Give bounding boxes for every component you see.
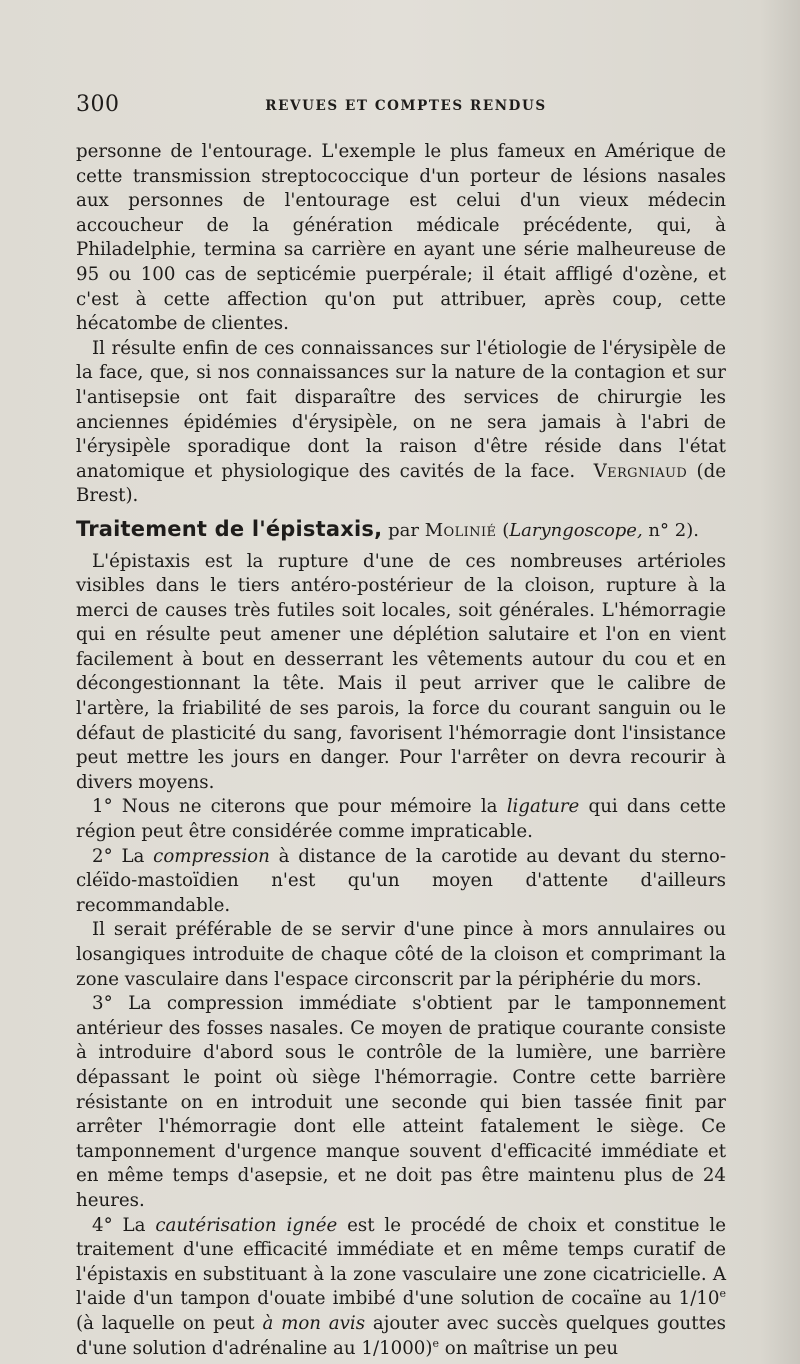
- page-body: [76, 140, 726, 1361]
- author-name: Vergniaud: [593, 460, 688, 482]
- list-item-text: 2° La: [92, 845, 145, 867]
- paragraph-pince: Il serait préférable de se servir d'une pince à mors annulaires ou losangiques introduite de chaque côté de la cloison et comprimant la zone vasculaire dans l'espace circonscrit par la périphérie du mors.: [76, 919, 726, 990]
- page-number: 300: [76, 92, 120, 117]
- article-heading: [76, 517, 726, 544]
- list-item-text: 1° Nous ne citerons que pour mémoire la: [92, 796, 498, 818]
- article-author: Molinié: [424, 519, 497, 541]
- list-item-text: on maîtrise un peu: [444, 1337, 619, 1359]
- journal-issue: n° 2).: [648, 519, 699, 541]
- list-item-text: 4° La: [92, 1214, 146, 1236]
- list-item-cauterisation: [76, 1214, 726, 1362]
- emphasis-term: cautérisation ignée: [155, 1214, 338, 1236]
- list-item-tamponnement: 3° La compression immédiate s'obtient par le tamponnement antérieur des fosses nasales. Ce moyen de pratique courante consiste à introduire d'abord sous le contrôle de la lumière, une barrière dépassant le point où siège l'hémorragie. Contre cette barrière résistante on en introduit une seconde qui bien tassée finit par arrêter l'hémorragie dont elle atteint fatalement le siège. Ce tamponnement d'urgence manque souvent d'efficacité immédiate et en même temps d'asepsie, et ne doit pas être maintenu plus de 24 heures.: [76, 993, 726, 1211]
- running-head: REVUES ET COMPTES RENDUS: [265, 98, 547, 114]
- list-item-text: (à laquelle on peut: [76, 1312, 255, 1334]
- article-by: par: [388, 519, 419, 541]
- paragraph-definition: L'épistaxis est la rupture d'une de ces nombreuses artérioles visibles dans le tiers antéro-postérieur de la cloison, rupture à la merci de causes très futiles soit locales, soit générales. L'hémorragie qui en résulte peut amener une déplétion salutaire et l'on en vient facilement à bout en desserrant les vêtements autour du cou et en décongestionnant la tête. Mais il peut arriver que le calibre de l'artère, la friabilité de ses parois, la force du courant sanguin ou le défaut de plasticité du sang, favorisent l'hémorragie dont l'insistance peut mettre les jours en danger. Pour l'arrêter on devra recourir à divers moyens.: [76, 550, 726, 793]
- list-item-text: qui dans cette région peut être considérée comme impraticable.: [76, 796, 726, 843]
- article-title: Traitement de l'épistaxis,: [76, 516, 383, 541]
- list-item-text: ajouter avec succès quelques gouttes d'une solution d'adrénaline au 1/1000): [76, 1312, 726, 1359]
- page-header: [76, 92, 726, 122]
- author-place: (de Brest).: [76, 460, 726, 507]
- list-item-ligature: [76, 795, 726, 844]
- paragraph-conclusion: [76, 337, 726, 509]
- emphasis-term: ligature: [506, 796, 580, 818]
- list-item-compression: [76, 845, 726, 919]
- superscript: e: [719, 1287, 726, 1301]
- list-item-text: à distance de la carotide au devant du sterno-cléïdo-mastoïdien n'est qu'un moyen d'attente d'ailleurs recommandable.: [76, 845, 726, 916]
- list-item-text: est le procédé de choix et constitue le traitement d'une efficacité immédiate et en même temps curatif de l'épistaxis en substituant à la zone vasculaire une zone cicatricielle. A l'aide d'un tampon d'ouate imbibé d'une solution de cocaïne au 1/10: [76, 1214, 726, 1310]
- superscript: e: [432, 1336, 439, 1350]
- emphasis-term: à mon avis: [262, 1312, 366, 1334]
- paragraph-conclusion-text: Il résulte enfin de ces connaissances sur l'étiologie de l'érysipèle de la face, que, si nos connaissances sur la nature de la contagion et sur l'antisepsie ont fait disparaître des services de chirurgie les anciennes épidémies d'érysipèle, on ne sera jamais à l'abri de l'érysipèle sporadique dont la raison d'être réside dans l'état anatomique et physiologique des cavités de la face.: [76, 337, 726, 482]
- journal-name: Laryngoscope,: [509, 519, 643, 541]
- emphasis-term: compression: [153, 845, 270, 867]
- article-source: (Laryngoscope, n° 2).: [502, 519, 699, 541]
- paragraph-continuation: personne de l'entourage. L'exemple le plus fameux en Amérique de cette transmission streptococcique d'un porteur de lésions nasales aux personnes de l'entourage est celui d'un vieux médecin accoucheur de la génération médicale précédente, qui, à Philadelphie, termina sa carrière en ayant une série malheureuse de 95 ou 100 cas de septicémie puerpérale; il était affligé d'ozène, et c'est à cette affection qu'on put attribuer, après coup, cette hécatombe de clientes.: [76, 141, 726, 335]
